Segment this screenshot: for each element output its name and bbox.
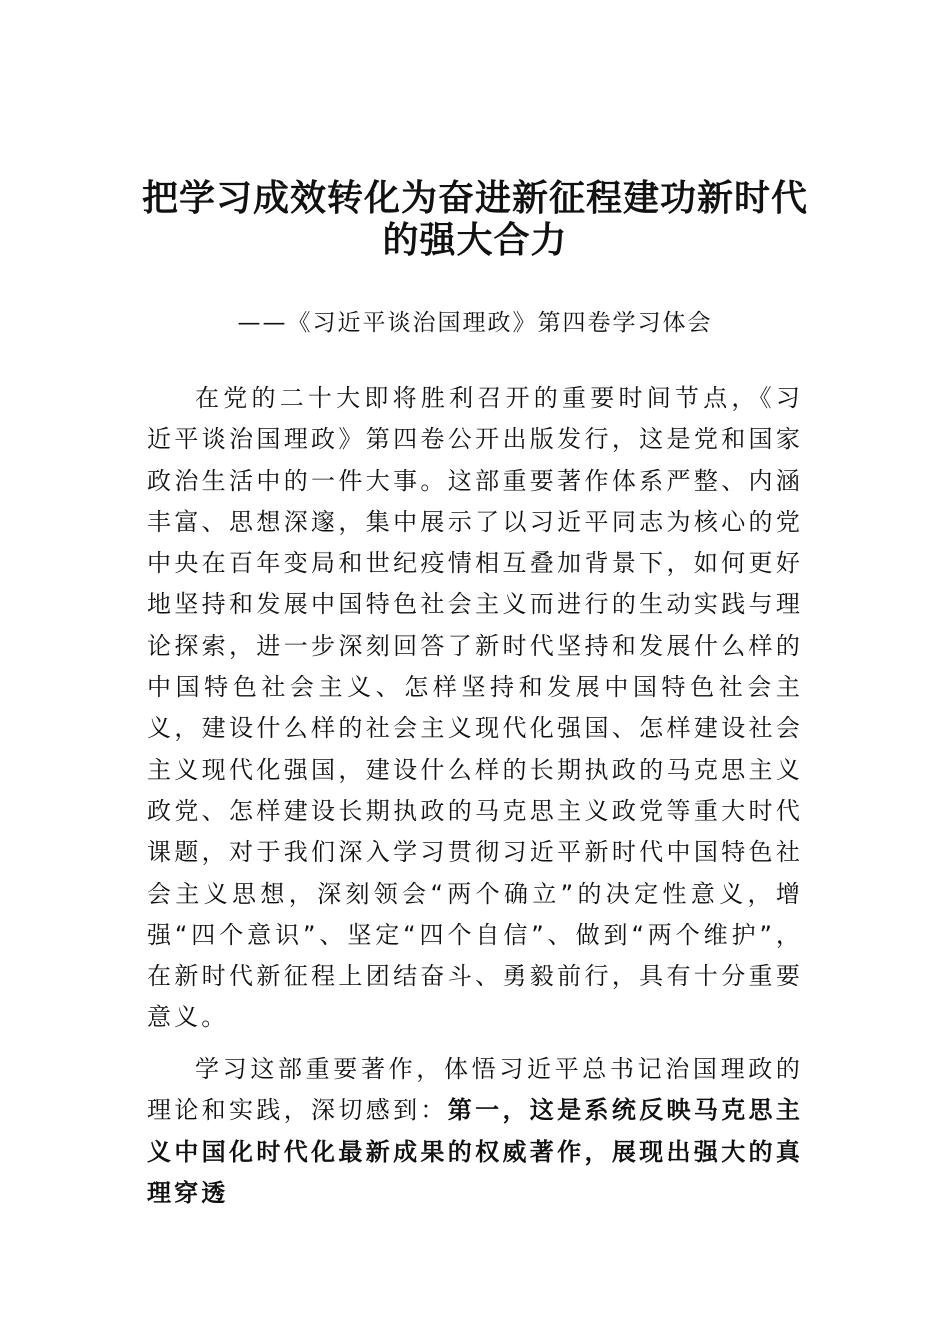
document-subtitle: ——《习近平谈治国理政》第四卷学习体会 bbox=[237, 310, 713, 336]
paragraph-2-bold-point: 第一，这是系统反映马克思主义中国化时代化最新成果的权威著作，展现出强大的真理穿透 bbox=[147, 1096, 803, 1207]
paragraph-2-intro: 学习这部重要著作，体悟习近平总书记治国理政的理论和实践，深切感到： bbox=[147, 1055, 803, 1125]
document-title-line-2: 的强大合力 bbox=[382, 219, 568, 261]
paragraph-2 bbox=[147, 1049, 803, 1214]
paragraph-1: 在党的二十大即将胜利召开的重要时间节点，《习近平谈治国理政》第四卷公开出版发行，这是党和国家政治生活中的一件大事。这部重要著作体系严整、内涵丰富、思想深邃，集中展示了以习近平同志为核心的党中央在百年变局和世纪疫情相互叠加背景下，如何更好地坚持和发展中国特色社会主义而进行的生动实践与理论探索，进一步深刻回答了新时代坚持和发展什么样的中国特色社会主义、怎样坚持和发展中国特色社会主义，建设什么样的社会主义现代化强国、怎样建设社会主义现代化强国，建设什么样的长期执政的马克思主义政党、怎样建设长期执政的马克思主义政党等重大时代课题，对于我们深入学习贯彻习近平新时代中国特色社会主义思想，深刻领会“两个确立”的决定性意义，增强“四个意识”、坚定“四个自信”、做到“两个维护”，在新时代新征程上团结奋斗、勇毅前行，具有十分重要意义。 bbox=[147, 384, 803, 1032]
document-title-line-1: 把学习成效转化为奋进新征程建功新时代 bbox=[141, 177, 808, 219]
